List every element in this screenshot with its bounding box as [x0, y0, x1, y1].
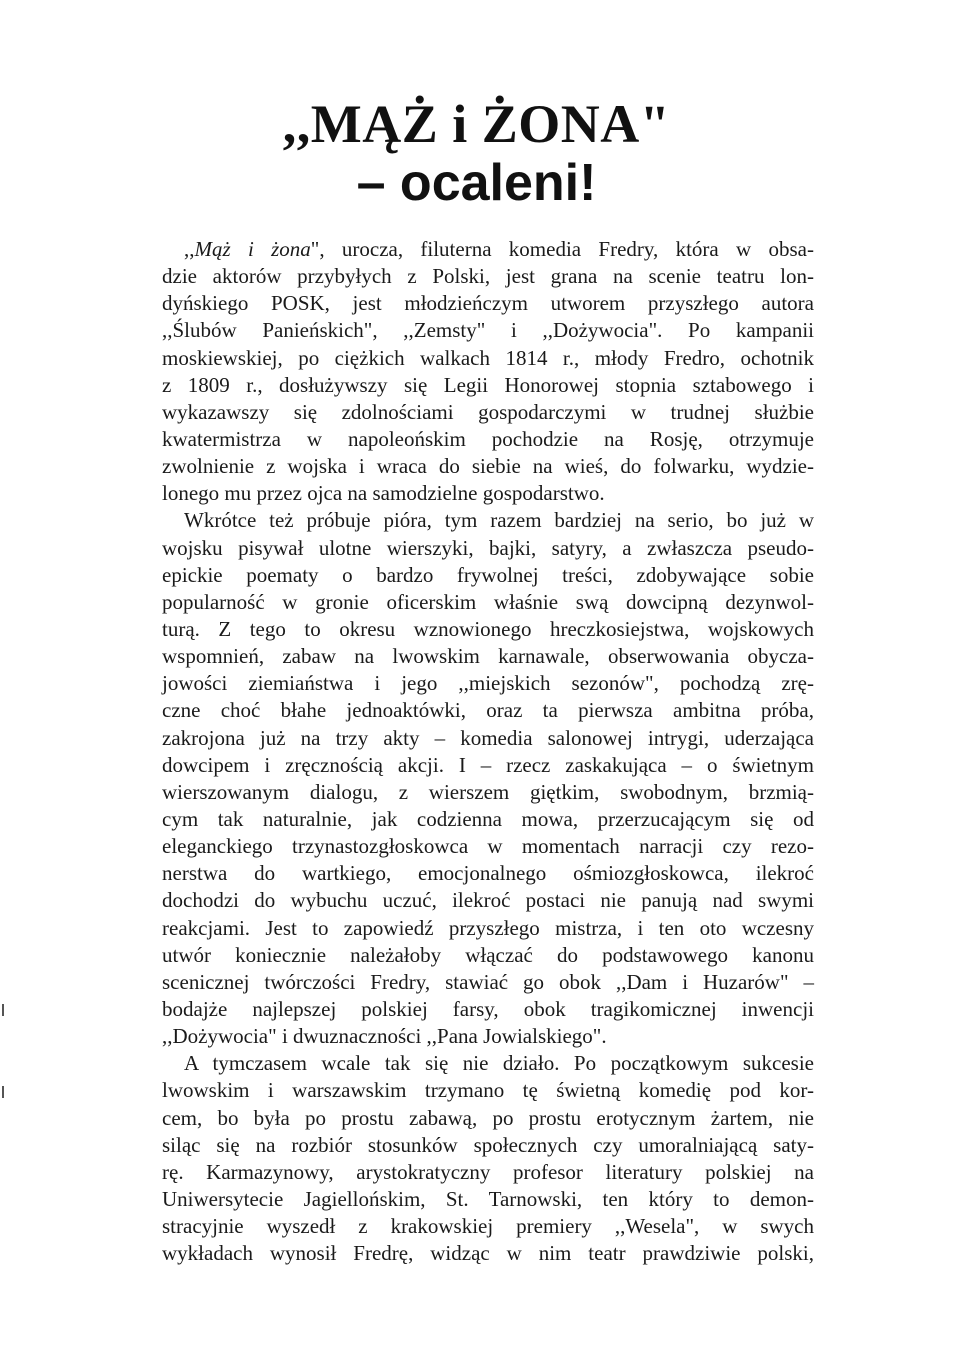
text-line: moskiewskiej, po ciężkich walkach 1814 r., młody Fredro, ochotnik [162, 345, 814, 370]
text-line: ,,Ślubów Panieńskich", ,,Zemsty" i ,,Dożywocia". Po kampanii [162, 318, 814, 343]
text-line: wykładach wynosił Fredrę, widząc w nim teatr prawdziwie polski, [162, 1241, 814, 1266]
text-line: kwatermistrza w napoleońskim pochodzie na Rosję, otrzymuje [162, 426, 814, 451]
article-subtitle: – ocaleni! [356, 154, 597, 212]
text-line: dzie aktorów przybyłych z Polski, jest grana na scenie teatru lon- [162, 264, 814, 289]
text-line: A tymczasem wcale tak się nie działo. Po początkowym sukcesie [184, 1051, 814, 1076]
text-line: zakrojona już na trzy akty – komedia salonowej intrygi, uderzająca [162, 725, 814, 750]
text-line: cym tak naturalnie, jak codzienna mowa, przerzucającym się od [162, 806, 814, 831]
text-line: z 1809 r., dosłużywszy się Legii Honorowej stopnia sztabowego i [162, 372, 814, 397]
text-line: utwór koniecznie należałoby włączać do podstawowego kanonu [162, 942, 814, 967]
text-line: wojsku pisywał ulotne wierszyki, bajki, satyry, a zwłaszcza pseudo- [162, 535, 814, 560]
text-line: wspomnień, zabaw na lwowskim karnawale, obserwowania obycza- [162, 644, 814, 669]
text-line: czne choć błahe jednoaktówki, oraz ta pierwsza ambitna próba, [162, 698, 814, 723]
italic-title: Mąż i żona [194, 237, 311, 261]
text-line: wykazawszy się zdolnościami gospodarczymi w trudnej służbie [162, 399, 814, 424]
text-line: eleganckiego trzynastozgłoskowca w momentach narracji czy rezo- [162, 834, 814, 859]
text-line: stracyjnie wyszedł z krakowskiej premiery ,,Wesela", w swych [162, 1214, 814, 1239]
text-line: jowości ziemiaństwa i jego ,,miejskich sezonów", pochodzą zrę- [162, 671, 814, 696]
scan-margin-mark [2, 1086, 4, 1098]
text-line: dyńskiego POSK, jest młodzieńczym utworem przyszłego autora [162, 291, 814, 316]
article-body [162, 236, 814, 1267]
text-line: lonego mu przez ojca na samodzielne gospodarstwo. [162, 481, 605, 506]
text-line: cem, bo była po prostu zabawą, po prostu erotycznym żartem, nie [162, 1105, 814, 1130]
text-line: lwowskim i warszawskim trzymano tę świetną komedię pod kor- [162, 1078, 814, 1103]
text-line: nerstwa do wartkiego, emocjonalnego ośmiozgłoskowca, ilekroć [162, 861, 814, 886]
text-line: Wkrótce też próbuje pióra, tym razem bardziej na serio, bo już w [184, 508, 814, 533]
text-line: epickie poematy o bardzo frywolnej treści, zdobywające sobie [162, 562, 814, 587]
text-line: popularność w gronie oficerskim właśnie swą dowcipną dezynwol- [162, 589, 814, 614]
text-line: scenicznej twórczości Fredry, stawiać go obok ,,Dam i Huzarów" – [162, 969, 814, 994]
text-line: bodajże najlepszej polskiej farsy, obok tragikomicznej inwencji [162, 996, 814, 1021]
text-line: turą. Z tego to okresu wznowionego hreczkosiejstwa, wojskowych [162, 616, 814, 641]
text-line: dowcipem i zręcznością akcji. I – rzecz zaskakująca – o świetnym [162, 752, 814, 777]
scan-margin-mark [2, 1004, 4, 1016]
text-line: dochodzi do wybuchu uczuć, ilekroć postaci nie panują nad swymi [162, 888, 814, 913]
text-line: reakcjami. Jest to zapowiedź przyszłego mistrza, i ten oto wczesny [162, 915, 814, 940]
text-line: ,,Dożywocia" i dwuznaczności ,,Pana Jowialskiego". [162, 1024, 607, 1049]
text-line: siląc się na rozbiór stosunków społecznych czy umoralniającą saty- [162, 1132, 814, 1157]
text-line: wierszowanym dialogu, z wierszem giętkim, swobodnym, brzmią- [162, 779, 814, 804]
text-line: rę. Karmazynowy, arystokratyczny profesor literatury polskiej na [162, 1159, 814, 1184]
text-line: zwolnienie z wojska i wraca do siebie na wieś, do folwarku, wydzie- [162, 454, 814, 479]
text-line: Uniwersytecie Jagiellońskim, St. Tarnowski, ten który to demon- [162, 1186, 814, 1211]
text-line: ,,Mąż i żona", urocza, filuterna komedia Fredry, która w obsa- [184, 237, 814, 261]
article-title: ,,MĄŻ i ŻONA" [282, 94, 671, 154]
